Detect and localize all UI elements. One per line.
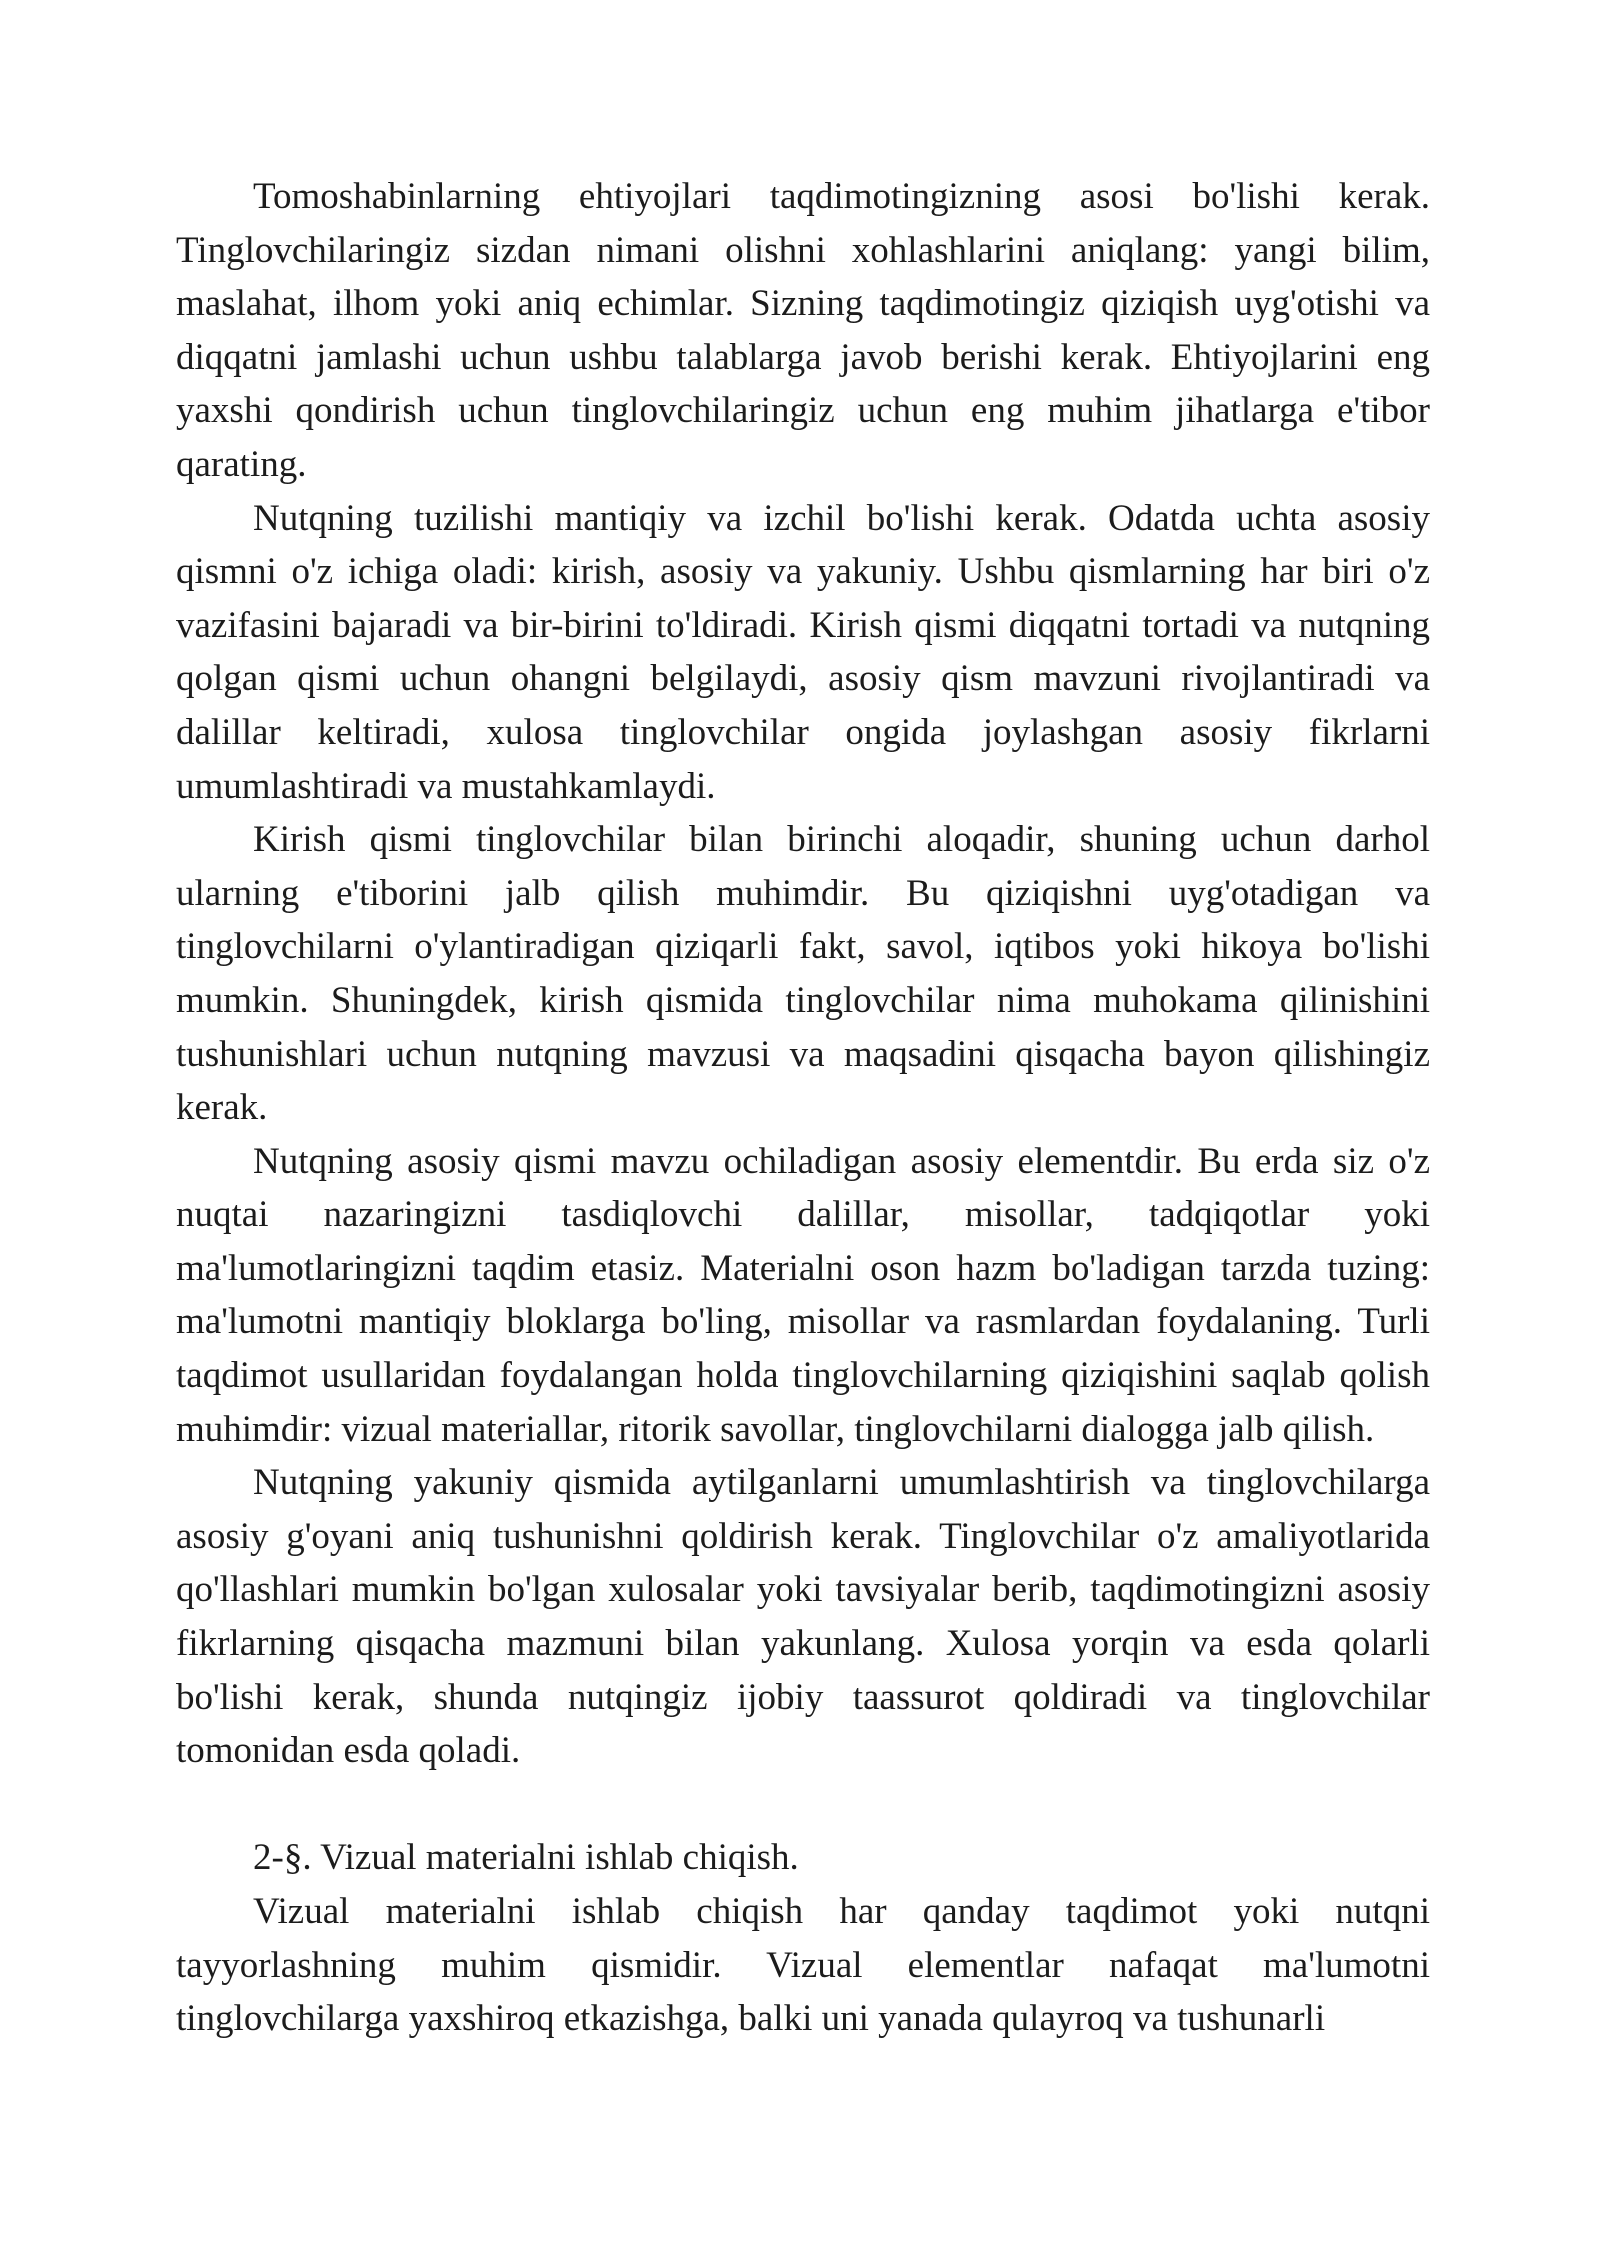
paragraph-speech-structure: Nutqning tuzilishi mantiqiy va izchil bo'lishi kerak. Odatda uchta asosiy qismni o'z ichiga oladi: kirish, asosiy va yakuniy. Ushbu qismlarning har biri o'z vazifasini bajaradi va bir-birini to'ldiradi. Kirish qismi diqqatni tortadi va nutqning qolgan qismi uchun ohangni belgilaydi, asosiy qism mavzuni rivojlantiradi va dalillar keltiradi, xulosa tinglovchilar ongida joylashgan asosiy fikrlarni umumlashtiradi va mustahkamlaydi. — [176, 497, 1430, 807]
paragraph-main-part: Nutqning asosiy qismi mavzu ochiladigan asosiy elementdir. Bu erda siz o'z nuqtai nazaringizni tasdiqlovchi dalillar, misollar, tadqiqotlar yoki ma'lumotlaringizni taqdim etasiz. Materialni oson hazm bo'ladigan tarzda tuzing: ma'lumotni mantiqiy bloklarga bo'ling, misollar va rasmlardan foydalaning. Turli taqdimot usullaridan foydalangan holda tinglovchilarning qiziqishini saqlab qolish muhimdir: vizual materiallar, ritorik savollar, tinglovchilarni dialogga jalb qilish. — [176, 1140, 1430, 1450]
paragraph-audience-needs: Tomoshabinlarning ehtiyojlari taqdimotingizning asosi bo'lishi kerak. Tinglovchilaringiz sizdan nimani olishni xohlashlarini aniqlang: yangi bilim, maslahat, ilhom yoki aniq echimlar. Sizning taqdimotingiz qiziqish uyg'otishi va diqqatni jamlashi uchun ushbu talablarga javob berishi kerak. Ehtiyojlarini eng yaxshi qondirish uchun tinglovchilaringiz uchun eng muhim jihatlarga e'tibor qarating. — [176, 176, 1430, 485]
paragraph-visual-material: Vizual materialni ishlab chiqish har qanday taqdimot yoki nutqni tayyorlashning muhim qismidir. Vizual elementlar nafaqat ma'lumotni tinglovchilarga yaxshiroq etkazishga, balki uni yanada qulayroq va tushunarli — [176, 1891, 1430, 2040]
document-page — [176, 170, 1430, 2046]
paragraph-conclusion: Nutqning yakuniy qismida aytilganlarni umumlashtirish va tinglovchilarga asosiy g'oyani aniq tushunishni qoldirish kerak. Tinglovchilar o'z amaliyotlarida qo'llashlari mumkin bo'lgan xulosalar yoki tavsiyalar berib, taqdimotingizni asosiy fikrlarning qisqacha mazmuni bilan yakunlang. Xulosa yorqin va esda qolarli bo'lishi kerak, shunda nutqingiz ijobiy taassurot qoldiradi va tinglovchilar tomonidan esda qoladi. — [176, 1462, 1430, 1772]
paragraph-introduction: Kirish qismi tinglovchilar bilan birinchi aloqadir, shuning uchun darhol ularning e'tiborini jalb qilish muhimdir. Bu qiziqishni uyg'otadigan va tinglovchilarni o'ylantiradigan qiziqarli fakt, savol, iqtibos yoki hikoya bo'lishi mumkin. Shuningdek, kirish qismida tinglovchilar nima muhokama qilinishini tushunishlari uchun nutqning mavzusi va maqsadini qisqacha bayon qilishingiz kerak. — [176, 819, 1430, 1129]
section-heading: 2-§. Vizual materialni ishlab chiqish. — [253, 1837, 799, 1879]
blank-line — [176, 1778, 1430, 1832]
